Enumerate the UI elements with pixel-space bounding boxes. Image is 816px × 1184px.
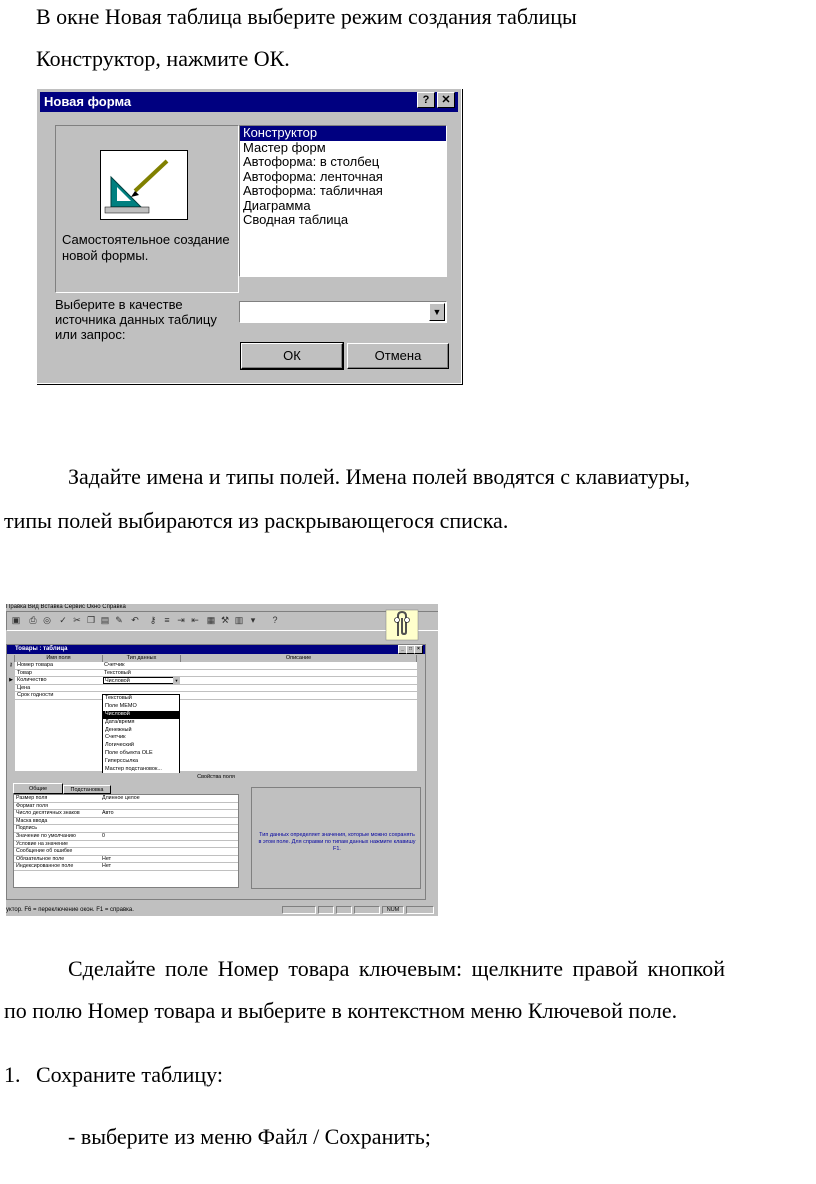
key-icon: ⚷ [7, 662, 15, 670]
status-text: уктор. F6 = переключение окон. F1 = справка. [6, 907, 134, 913]
list-item-chart[interactable]: Диаграмма [243, 197, 311, 213]
property-row[interactable] [14, 856, 238, 864]
dropdown-option[interactable]: Логический [105, 742, 134, 749]
field-name[interactable]: Товар [17, 669, 32, 676]
field-type-combo[interactable]: Числовой [103, 677, 180, 684]
source-select[interactable] [239, 301, 447, 323]
status-bar [6, 904, 438, 916]
property-label: Формат поля [16, 802, 48, 809]
table-window-title: Товары : таблица [7, 645, 425, 654]
source-label-line2: источника данных таблицу [55, 312, 217, 327]
current-row-icon: ▶ [7, 677, 15, 685]
tab-general[interactable]: Общие [13, 783, 63, 794]
spell-icon[interactable]: ✓ [59, 615, 67, 625]
dropdown-option[interactable]: Поле MEMO [105, 702, 137, 709]
list-item-pivot[interactable]: Сводная таблица [243, 212, 349, 227]
dropdown-option[interactable]: Гиперссылка [105, 758, 139, 765]
dropdown-option[interactable]: Поле объекта OLE [105, 750, 153, 757]
toolbar [6, 611, 438, 631]
col-header-name: Имя поля [15, 655, 103, 662]
status-panel [406, 906, 434, 914]
cut-icon[interactable]: ✂ [73, 615, 81, 625]
status-panel [318, 906, 334, 914]
property-row[interactable] [14, 818, 238, 826]
access-table-design-screenshot [6, 604, 438, 916]
chevron-down-icon[interactable]: ▼ [429, 303, 445, 321]
data-type-dropdown[interactable] [102, 694, 180, 782]
property-row[interactable] [14, 841, 238, 849]
mode-description-line1: Самостоятельное создание [62, 232, 230, 247]
field-name[interactable]: Номер товара [17, 662, 54, 668]
property-row[interactable] [14, 795, 238, 803]
close-icon[interactable]: × [414, 645, 423, 654]
chevron-down-icon[interactable]: ▼ [174, 678, 179, 683]
ok-button[interactable]: ОК [241, 343, 343, 369]
property-row[interactable] [14, 863, 238, 871]
design-tool-icon [100, 150, 188, 220]
table-row[interactable] [7, 662, 425, 670]
build-icon[interactable]: ⚒ [220, 615, 230, 625]
property-value[interactable]: Длинное целое [102, 795, 140, 801]
delete-row-icon[interactable]: ⇤ [191, 615, 199, 625]
property-label: Обязательное поле [16, 855, 65, 862]
property-label: Маска ввода [16, 817, 48, 824]
source-label-line1: Выберите в качестве [55, 297, 183, 312]
row-selector-column [7, 700, 15, 771]
mode-description-line2: новой формы. [62, 248, 149, 263]
dropdown-option[interactable]: Мастер подстановок... [105, 766, 162, 773]
new-object-icon[interactable]: ▾ [250, 615, 256, 625]
database-window-icon[interactable]: ▥ [234, 615, 244, 625]
property-value[interactable]: Нет [102, 855, 112, 862]
property-label: Число десятичных знаков [16, 810, 80, 817]
col-header-description: Описание [181, 655, 417, 662]
status-panel [282, 906, 316, 914]
field-name[interactable]: Количество [17, 677, 47, 683]
source-label-line3: или запрос: [55, 327, 126, 342]
dialog-title: Новая форма [40, 92, 458, 112]
instruction-text-3a: Сделайте поле Номер товара ключевым: щелкните правой кнопкой [68, 956, 726, 981]
save-icon[interactable]: ▣ [11, 615, 21, 625]
help-text: Тип данных определяет значения, которые можно сохранять в этом поле. Для справки по типам данных нажмите клавишу F1. [258, 832, 416, 852]
table-row[interactable] [7, 685, 425, 693]
paste-icon[interactable]: ▤ [100, 615, 110, 625]
status-panel [336, 906, 352, 914]
field-name[interactable]: Цена [17, 684, 31, 691]
property-label: Сообщение об ошибке [16, 848, 73, 855]
property-label: Условие на значение [16, 840, 69, 847]
property-row[interactable] [14, 810, 238, 818]
minimize-icon[interactable]: _ [398, 645, 407, 654]
col-header-type: Тип данных [103, 655, 181, 662]
new-form-dialog [36, 88, 462, 384]
dropdown-option-selected[interactable]: Числовой [103, 711, 179, 719]
list-item-autoform-tabular[interactable]: Автоформа: ленточная [243, 168, 383, 184]
instruction-text-2a: Задайте имена и типы полей. Имена полей вводятся с клавиатуры, [68, 464, 690, 489]
row-selector [7, 670, 15, 678]
source-label [55, 297, 217, 342]
insert-row-icon[interactable]: ⇥ [177, 615, 185, 625]
instruction-text-1a: В окне Новая таблица выберите режим создания таблицы [36, 4, 577, 29]
instruction-text-2b: типы полей выбираются из раскрывающегося списка. [4, 508, 509, 533]
property-label: Значение по умолчанию [16, 833, 76, 839]
num-indicator: NUM [382, 906, 404, 914]
field-properties-panel [7, 773, 425, 899]
format-painter-icon[interactable]: ✎ [115, 615, 123, 625]
property-row[interactable] [14, 833, 238, 841]
table-row[interactable] [7, 670, 425, 678]
close-icon[interactable]: ✕ [437, 92, 455, 108]
key-icon[interactable]: ⚷ [149, 615, 157, 625]
property-value[interactable]: Авто [102, 810, 114, 817]
dropdown-option[interactable]: Денежный [105, 726, 132, 733]
undo-icon[interactable]: ↶ [131, 615, 139, 625]
list-item-autoform-column[interactable]: Автоформа: в столбец [243, 154, 380, 169]
paperclip-assistant-icon[interactable] [384, 606, 420, 642]
list-item-wizard[interactable]: Мастер форм [243, 139, 326, 155]
property-value[interactable]: 0 [102, 833, 105, 839]
copy-icon[interactable]: ❐ [86, 615, 96, 625]
office-assistant-icon[interactable]: ? [272, 615, 278, 625]
property-row[interactable] [14, 803, 238, 811]
cancel-button[interactable]: Отмена [347, 343, 449, 369]
dropdown-option[interactable]: Текстовый [105, 695, 132, 701]
table-design-window [6, 644, 426, 900]
field-name[interactable]: Срок годности [17, 692, 54, 698]
field-type[interactable]: Счетчик [104, 662, 125, 668]
instruction-text-3b: по полю Номер товара и выберите в контекстном меню Ключевой поле. [4, 998, 678, 1023]
row-selector [7, 692, 15, 700]
instruction-text-1b: Конструктор, нажмите ОК. [36, 46, 290, 71]
indexes-icon[interactable]: ≡ [164, 615, 170, 625]
property-row[interactable] [14, 825, 238, 833]
property-label: Размер поля [16, 795, 48, 801]
property-label: Индексированное поле [16, 863, 74, 870]
properties-icon[interactable]: ▦ [206, 615, 216, 625]
field-type[interactable]: Текстовый [104, 669, 131, 676]
row-selector [7, 685, 15, 693]
form-mode-list[interactable] [239, 125, 447, 277]
help-box [251, 787, 421, 889]
property-label: Подпись [16, 825, 37, 832]
dropdown-option[interactable]: Дата/время [105, 718, 135, 725]
print-icon[interactable]: ⎙ [29, 615, 37, 625]
instruction-text-5: - выберите из меню Файл / Сохранить; [68, 1124, 431, 1149]
field-grid [7, 655, 425, 771]
properties-title: Свойства поля [197, 774, 235, 780]
list-number: 1. [4, 1062, 21, 1087]
tab-lookup[interactable]: Подстановка [63, 785, 111, 794]
list-item-autoform-datasheet[interactable]: Автоформа: табличная [243, 183, 383, 198]
help-icon[interactable]: ? [417, 92, 435, 108]
property-row[interactable] [14, 848, 238, 856]
preview-icon[interactable]: ◎ [43, 615, 51, 625]
instruction-text-4: Сохраните таблицу: [36, 1062, 223, 1087]
mode-preview-panel [55, 125, 239, 293]
table-row[interactable] [7, 692, 425, 700]
maximize-icon[interactable]: □ [406, 645, 415, 654]
dropdown-option[interactable]: Счетчик [105, 734, 126, 741]
mode-description [62, 232, 230, 264]
grid-corner [7, 655, 15, 662]
status-panel [354, 906, 380, 914]
property-value[interactable]: Нет [102, 863, 112, 870]
properties-grid [13, 794, 239, 888]
list-item-designer[interactable]: Конструктор [240, 126, 446, 141]
menu-bar[interactable]: Правка Вид Вставка Сервис Окно Справка [6, 604, 126, 610]
table-row[interactable] [7, 677, 425, 685]
